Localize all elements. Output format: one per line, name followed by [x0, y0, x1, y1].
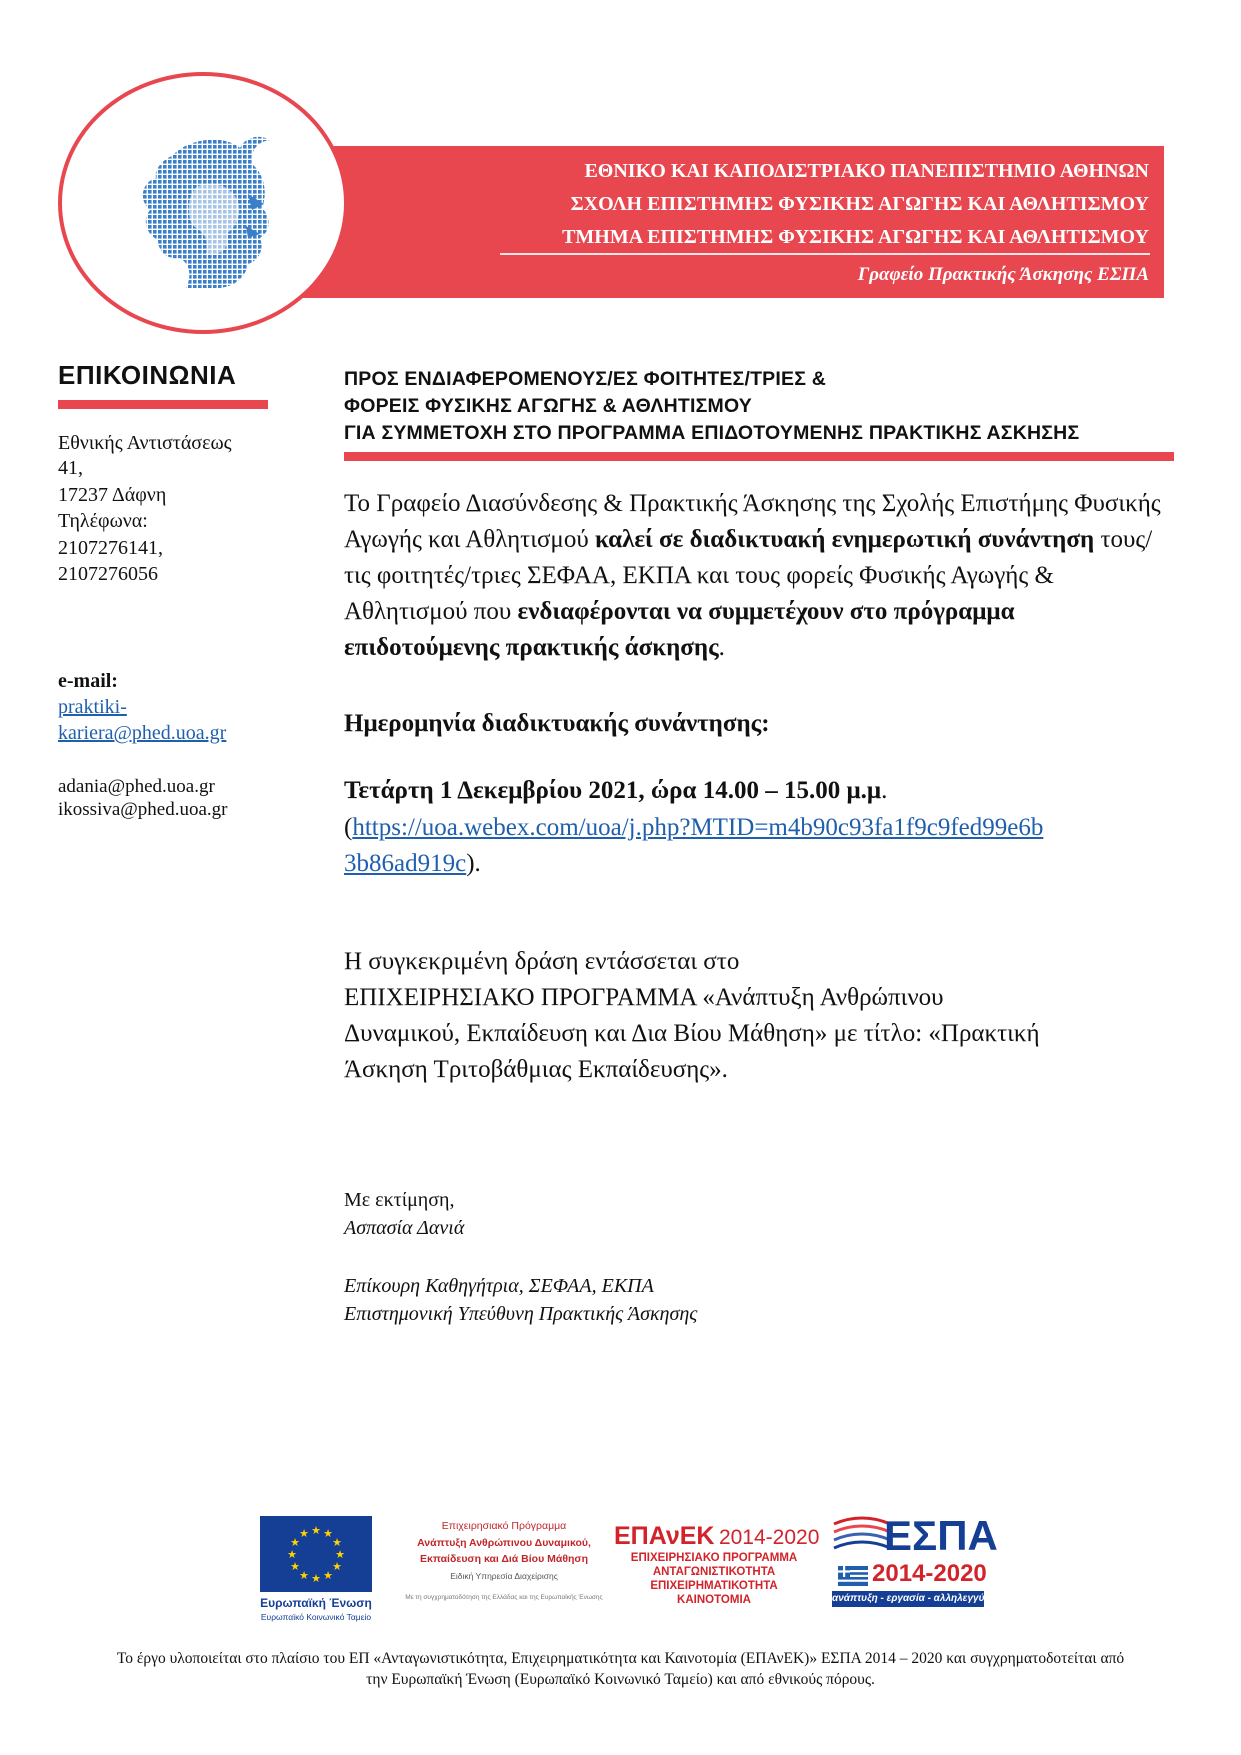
invitation-text-bold-2: ενδιαφέρονται να συμμετέχουν στο πρόγραμμα επιδοτούμενης πρακτικής άσκησης [344, 598, 1015, 661]
meeting-date-value: Τετάρτη 1 Δεκεμβρίου 2021, ώρα 14.00 – 15.00 μ.μ [344, 777, 882, 804]
funding-note-line-2: την Ευρωπαϊκή Ένωση (Ευρωπαϊκό Κοινωνικό Ταμείο) και από εθνικούς πόρους. [366, 1671, 875, 1688]
svg-text:★: ★ [299, 1569, 309, 1582]
eu-name: Ευρωπαϊκή Ένωση [260, 1596, 372, 1610]
epanek-line-1: ΕΠΙΧΕΙΡΗΣΙΑΚΟ ΠΡΟΓΡΑΜΜΑ [630, 1552, 798, 1564]
sidebar-accent-bar [58, 400, 268, 409]
invitation-paragraph [344, 486, 1174, 666]
subject-line-3: ΓΙΑ ΣΥΜΜΕΤΟΧΗ ΣΤΟ ΠΡΟΓΡΑΜΜΑ ΕΠΙΔΟΤΟΥΜΕΝΗΣ ΠΡΑΚΤΙΚΗΣ ΑΣΚΗΣΗΣ [344, 422, 1080, 444]
email-ikossiva: ikossiva@phed.uoa.gr [58, 799, 228, 820]
program-line-2: ΕΠΙΧΕΙΡΗΣΙΑΚΟ ΠΡΟΓΡΑΜΜΑ «Ανάπτυξη Ανθρώπινου [344, 984, 944, 1011]
epanek-line-2: ΑΝΤΑΓΩΝΙΣΤΙΚΟΤΗΤΑ [652, 1566, 776, 1578]
header-school: ΣΧΟΛΗ ΕΠΙΣΤΗΜΗΣ ΦΥΣΙΚΗΣ ΑΓΩΓΗΣ ΚΑΙ ΑΘΛΗΤΙΣΜΟΥ [570, 193, 1149, 215]
sidebar-title: ΕΠΙΚΟΙΝΩΝΙΑ [58, 360, 237, 390]
email-adania: adania@phed.uoa.gr [58, 776, 215, 797]
header-divider [500, 253, 1150, 255]
address-number: 41, [58, 457, 83, 479]
meeting-date-dot: . [881, 777, 888, 804]
epanek-years: 2014-2020 [718, 1526, 820, 1549]
subject-line-1: ΠΡΟΣ ΕΝΔΙΑΦΕΡΟΜΕΝΟΥΣ/ΕΣ ΦΟΙΤΗΤΕΣ/ΤΡΙΕΣ & [344, 368, 827, 390]
svg-text:★: ★ [311, 1572, 321, 1585]
signer-title: Επίκουρη Καθηγήτρια, ΣΕΦΑΑ, ΕΚΠΑ [344, 1275, 654, 1297]
invitation-text-c: τους/τις φοιτητές/τριες ΣΕΦΑΑ, ΕΚΠΑ και τους φορείς Φυσικής Αγωγής & Αθλητισμού που [344, 526, 1153, 625]
webex-link-line-2 [344, 846, 1174, 882]
svg-text:★: ★ [323, 1569, 333, 1582]
meeting-date-line [344, 773, 1174, 809]
funding-note-line-1: Το έργο υλοποιείται στο πλαίσιο του ΕΠ «Ανταγωνιστικότητα, Επιχειρηματικότητα και Καινοτομία (ΕΠΑνΕΚ)» ΕΣΠΑ 2014 – 2020 και συγχρηματοδοτείται από [116, 1650, 1125, 1667]
webex-link-part1[interactable]: https://uoa.webex.com/uoa/j.php?MTID=m4b90c93fa1f9c9fed99e6b [352, 814, 1044, 841]
webex-link-open: ( [344, 814, 353, 841]
epanek-line-3: ΕΠΙΧΕΙΡΗΜΑΤΙΚΟΤΗΤΑ [650, 1580, 778, 1592]
svg-text:★: ★ [290, 1536, 300, 1549]
op-service: Ειδική Υπηρεσία Διαχείρισης [450, 1571, 558, 1581]
header-university: ΕΘΝΙΚΟ ΚΑΙ ΚΑΠΟΔΙΣΤΡΙΑΚΟ ΠΑΝΕΠΙΣΤΗΜΙΟ ΑΘΗΝΩΝ [584, 160, 1149, 182]
phones-label: Τηλέφωνα: [58, 510, 148, 532]
svg-text:★: ★ [287, 1548, 297, 1561]
header-office: Γραφείο Πρακτικής Άσκησης ΕΣΠΑ [857, 264, 1149, 285]
signer-name: Ασπασία Δανιά [344, 1217, 465, 1239]
meeting-date-label: Ημερομηνία διαδικτυακής συνάντησης: [344, 710, 770, 737]
phone-2: 2107276056 [58, 563, 158, 585]
funding-note [60, 1648, 1181, 1690]
email-link-part2[interactable]: kariera@phed.uoa.gr [58, 722, 227, 744]
signer-role: Επιστημονική Υπεύθυνη Πρακτικής Άσκησης [344, 1303, 698, 1325]
program-line-1: Η συγκεκριμένη δράση εντάσσεται στο [344, 948, 740, 975]
epanek-line-4: ΚΑΙΝΟΤΟΜΙΑ [677, 1594, 751, 1606]
espa-years: 2014-2020 [872, 1560, 987, 1587]
op-line-2: Εκπαίδευση και Διά Βίου Μάθηση [419, 1553, 589, 1565]
webex-link-part2[interactable]: 3b86ad919c [344, 850, 467, 877]
epanek-word: ΕΠΑνΕΚ [614, 1522, 715, 1550]
address-city: 17237 Δάφνη [58, 484, 167, 506]
closing-greeting: Με εκτίμηση, [344, 1189, 455, 1211]
espa-word: ΕΣΠΑ [884, 1512, 998, 1559]
program-line-3: Δυναμικού, Εκπαίδευση και Δια Βίου Μάθηση» με τίτλο: «Πρακτική [344, 1020, 1040, 1047]
phone-1: 2107276141, [58, 537, 163, 559]
epanek-logo [614, 1522, 819, 1551]
svg-text:★: ★ [323, 1527, 333, 1540]
eu-flag-icon [260, 1516, 372, 1592]
invitation-text-bold-1: καλεί σε διαδικτυακή ενημερωτική συνάντηση [594, 526, 1095, 553]
eu-fund: Ευρωπαϊκό Κοινωνικό Ταμείο [260, 1612, 372, 1622]
header-department: ΤΜΗΜΑ ΕΠΙΣΤΗΜΗΣ ΦΥΣΙΚΗΣ ΑΓΩΓΗΣ ΚΑΙ ΑΘΛΗΤΙΣΜΟΥ [562, 226, 1149, 248]
svg-text:★: ★ [335, 1548, 345, 1561]
invitation-text-e: . [718, 634, 725, 661]
op-title: Επιχειρησιακό Πρόγραμμα [441, 1520, 567, 1532]
invitation-text-a: Το Γραφείο Διασύνδεσης & Πρακτικής Άσκησης της Σχολής Επιστήμης Φυσικής Αγωγής και Αθλητισμού [344, 490, 1161, 553]
email-label: e-mail: [58, 670, 118, 692]
university-logo-icon [128, 130, 278, 290]
address-street: Εθνικής Αντιστάσεως [58, 432, 232, 454]
webex-link-close: ). [466, 850, 481, 877]
svg-text:★: ★ [290, 1560, 300, 1573]
greek-flag-icon [838, 1566, 868, 1586]
op-cofund: Με τη συγχρηματοδότηση της Ελλάδας και της Ευρωπαϊκής Ένωσης [405, 1594, 603, 1601]
program-line-4: Άσκηση Τριτοβάθμιας Εκπαίδευσης». [344, 1056, 728, 1083]
subject-line-2: ΦΟΡΕΙΣ ΦΥΣΙΚΗΣ ΑΓΩΓΗΣ & ΑΘΛΗΤΙΣΜΟΥ [344, 395, 753, 417]
svg-text:★: ★ [332, 1536, 342, 1549]
espa-waves-icon [832, 1514, 892, 1560]
espa-slogan: ανάπτυξη - εργασία - αλληλεγγύη [832, 1591, 984, 1607]
svg-text:★: ★ [311, 1524, 321, 1537]
op-line-1: Ανάπτυξη Ανθρώπινου Δυναμικού, [417, 1537, 591, 1549]
svg-text:★: ★ [299, 1527, 309, 1540]
webex-link-line-1 [344, 810, 1174, 846]
email-link-part1[interactable]: praktiki- [58, 696, 127, 718]
svg-text:★: ★ [332, 1560, 342, 1573]
main-accent-bar [344, 452, 1174, 461]
